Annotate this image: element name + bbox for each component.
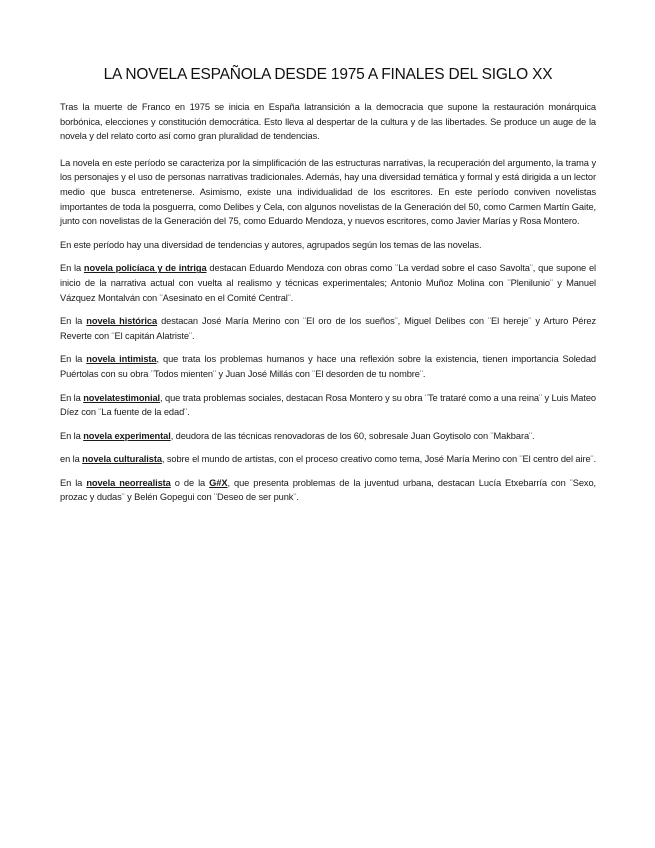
section-text: , deudora de las técnicas renovadoras de los 60, sobresale Juan Goytisolo con ¨Makbara¨. xyxy=(170,430,535,441)
section-prefix: En la xyxy=(60,316,87,327)
section-term: novela histórica xyxy=(86,316,158,327)
diversity-paragraph: En este período hay una diversidad de tendencias y autores, agrupados según los temas de las novelas. xyxy=(60,239,482,250)
section-prefix: En la xyxy=(60,263,84,274)
section-text: , sobre el mundo de artistas, con el proceso creativo como tema, José María Merino con ¨El centro del aire¨. xyxy=(161,454,596,465)
section-paragraph-culturalista xyxy=(60,452,596,467)
section-prefix: En la xyxy=(60,477,87,488)
section-prefix: En la xyxy=(60,392,84,403)
section-paragraph-intimista xyxy=(60,352,596,381)
section-paragraph-experimental xyxy=(60,429,596,444)
section-term: novela neorrealista xyxy=(86,477,171,488)
section-text: , que presenta problemas de la juventud urbana, destacan Lucía Etxebarría con ¨Sexo, prozac y dudas¨ y Belén Gopegui con ¨Deseo de ser punk¨. xyxy=(60,477,597,503)
section-paragraph-neorrealista xyxy=(60,476,596,505)
document-page xyxy=(60,66,596,514)
section-paragraph-historica xyxy=(60,314,596,343)
section-term: novelatestimonial xyxy=(83,392,161,403)
section-term: novela intimista xyxy=(86,354,157,365)
section-prefix: En la xyxy=(60,354,87,365)
section-term: novela culturalista xyxy=(82,454,162,465)
intro-paragraph: Tras la muerte de Franco en 1975 se inicia en España latransición a la democracia que supone la restauración monárquica borbónica, elecciones y constitución democrática. Esto lleva al despertar de la cultura y de las libertades. Se produce un auge de la novela y del relato corto así como gran pluralidad de tendencias. xyxy=(60,102,596,142)
section-prefix: En la xyxy=(60,430,84,441)
section-term: novela policíaca y de intriga xyxy=(83,263,207,274)
section-prefix: en la xyxy=(60,454,83,465)
section-text: destacan Eduardo Mendoza con obras como ¨La verdad sobre el caso Savolta¨, que supone el inicio de la narrativa actual con vuelta al realismo y técnicas experimentales; Antonio Muñoz Molina con ¨Plenilunio¨ y Manuel Vázquez Montalván con ¨Asesinato en el Comité Central¨. xyxy=(60,263,596,303)
section-text: , que trata los problemas humanos y hace una reflexión sobre la existencia, tienen importancia Soledad Puértolas con su obra ¨Todos mienten¨ y Juan José Millás con ¨El desorden de tu nombre¨. xyxy=(60,354,596,379)
section-term-secondary: G#X xyxy=(209,477,228,488)
section-text: , que trata problemas sociales, destacan Rosa Montero y su obra ¨Te trataré como a una reina¨ y Luis Mateo Díez con ¨La fuente de la edad¨. xyxy=(60,392,596,418)
section-middle: o de la xyxy=(170,477,210,488)
characteristics-paragraph: La novela en este período se caracteriza por la simplificación de las estructuras narrativas, la recuperación del argumento, la trama y los personajes y el uso de personas narrativas tradicionales. Además, hay una diversidad temática y formal y está dirigida a un lector medio que busca entretenerse. Asimismo, existe una individualidad de los escritores. En este período conviven novelistas importantes de toda la posguerra, como Delibes y Cela, con algunos novelistas de la Generación del 50, como Carmen Martín Gaite, junto con novelistas de la Generación del 75, como Eduardo Mendoza, y nuevos escritores, como Javier Marías y Rosa Montero. xyxy=(60,157,596,227)
section-paragraph-policiaca xyxy=(60,261,596,305)
section-text: destacan José María Merino con ¨El oro de los sueños¨, Miguel Delibes con ¨El hereje¨ y Arturo Pérez Reverte con ¨El capitán Alatriste¨. xyxy=(60,316,596,341)
section-paragraph-testimonial xyxy=(60,391,596,420)
document-title: LA NOVELA ESPAÑOLA DESDE 1975 A FINALES DEL SIGLO XX xyxy=(103,66,553,83)
section-term: novela experimental xyxy=(83,430,171,441)
